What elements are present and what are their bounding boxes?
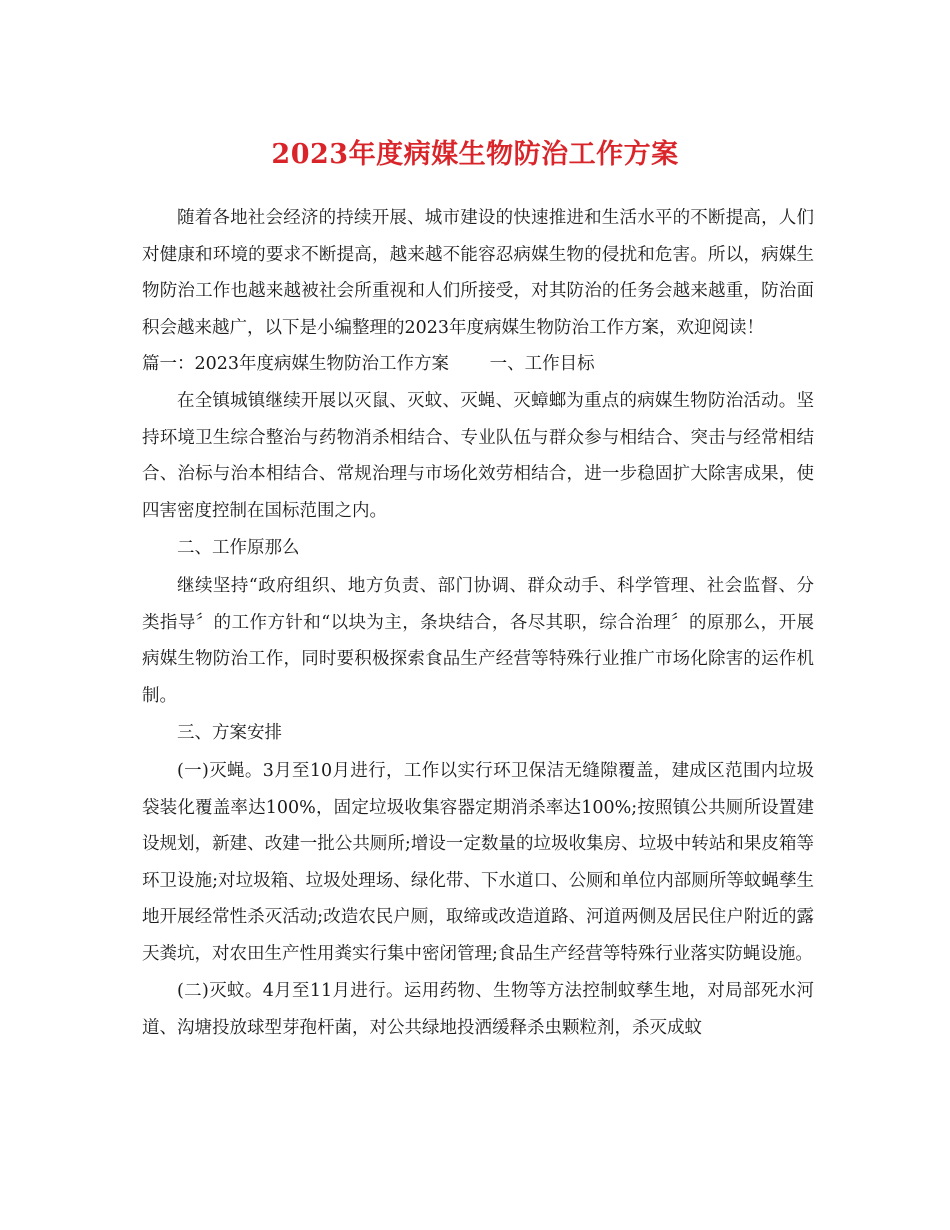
document-title: 2023年度病媒生物防治工作方案 (271, 139, 679, 170)
goal-paragraph: 在全镇城镇继续开展以灭鼠、灭蚊、灭蝇、灭蟑螂为重点的病媒生物防治活动。坚持环境卫生综合整治与药物消杀相结合、专业队伍与群众参与相结合、突击与经常相结合、治标与治本相结合、常规治理与市场化效劳相结合，进一步稳固扩大除害成果，使四害密度控制在国标范围之内。 (142, 390, 814, 521)
flies-paragraph: (一)灭蝇。3月至10月进行，工作以实行环卫保洁无缝隙覆盖，建成区范围内垃圾袋装化覆盖率达100%，固定垃圾收集容器定期消杀率达100%;按照镇公共厕所设置建设规划，新建、改建一批公共厕所;增设一定数量的垃圾收集房、垃圾中转站和果皮箱等环卫设施;对垃圾箱、垃圾处理场、绿化带、下水道口、公厕和单位内部厕所等蚊蝇孳生地开展经常性杀灭活动;改造农民户厕，取缔或改造道路、河道两侧及居民住户附近的露天粪坑，对农田生产性用粪实行集中密闭管理;食品生产经营等特殊行业落实防蝇设施。 (142, 760, 814, 964)
mosquitoes-paragraph: (二)灭蚊。4月至11月进行。运用药物、生物等方法控制蚊孳生地，对局部死水河道、沟塘投放球型芽孢杆菌，对公共绿地投洒缓释杀虫颗粒剂，杀灭成蚊 (142, 981, 814, 1039)
part1-heading: 篇一：2023年度病媒生物防治工作方案 一、工作目标 (142, 354, 595, 375)
principle-heading: 二、工作原那么 (177, 538, 300, 559)
principle-paragraph: 继续坚持“政府组织、地方负责、部门协调、群众动手、科学管理、社会监督、分类指导〞的工作方针和“以块为主，条块结合，各尽其职，综合治理〞的原那么，开展病媒生物防治工作，同时要积极探索食品生产经营等特殊行业推广市场化除害的运作机制。 (142, 575, 814, 706)
plan-heading: 三、方案安排 (177, 723, 282, 744)
intro-paragraph: 随着各地社会经济的持续开展、城市建设的快速推进和生活水平的不断提高，人们对健康和环境的要求不断提高，越来越不能容忍病媒生物的侵扰和危害。所以，病媒生物防治工作也越来越被社会所重视和人们所接受，对其防治的任务会越来越重，防治面积会越来越广，以下是小编整理的2023年度病媒生物防治工作方案，欢迎阅读！ (142, 208, 814, 338)
document-body (142, 200, 814, 1047)
